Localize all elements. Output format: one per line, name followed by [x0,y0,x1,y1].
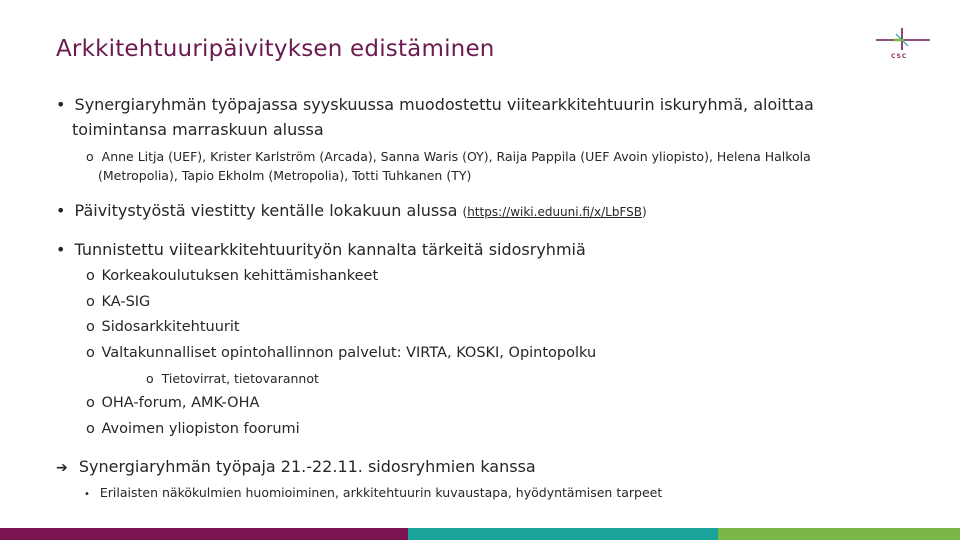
sub-marker: o [86,395,95,411]
bullet-2-paren-close: ) [642,205,647,219]
sub-item [86,268,378,284]
bullet-marker: • [56,201,66,220]
bullet-2 [56,201,647,220]
sub-item-text: Valtakunnalliset opintohallinnon palvelut: VIRTA, KOSKI, Opintopolku [101,345,597,361]
csc-logo-icon [874,26,932,66]
bullet-2-text: Päivitystyöstä viestitty kentälle lokakuun alussa [74,201,458,220]
sub-marker: o [86,421,95,437]
sub-item-text: Sidosarkkitehtuurit [101,319,240,335]
bullet-1-line-2: toimintansa marraskuun alussa [72,120,324,139]
slide-title: Arkkitehtuuripäivityksen edistäminen [56,36,495,62]
sub-marker: o [86,294,95,310]
bullet-1-sub-line-1: Anne Litja (UEF), Krister Karlström (Arcada), Sanna Waris (OY), Raija Pappila (UEF Avoin yliopisto), Helena Halkola [101,149,811,164]
sub-item [86,421,300,437]
footer-bar-green [718,528,960,540]
sub-sub-item [146,371,319,386]
footer-bar-teal [408,528,718,540]
sub-marker: o [146,371,154,386]
bullet-marker: • [56,240,66,259]
bullet-1-sub-line-2: (Metropolia), Tapio Ekholm (Metropolia), Totti Tuhkanen (TY) [98,168,472,183]
sub-marker: o [86,149,94,164]
sub-marker: o [86,268,95,284]
bullet-3-text: Tunnistettu viitearkkitehtuurityön kannalta tärkeitä sidosryhmiä [74,240,586,259]
sub-item-text: OHA-forum, AMK-OHA [101,395,260,411]
sub-item [86,319,240,335]
arrow-sub-item-text: Erilaisten näkökulmien huomioiminen, arkkitehtuurin kuvaustapa, hyödyntämisen tarpeet [99,485,663,500]
bullet-3 [56,240,586,259]
sub-sub-item-text: Tietovirrat, tietovarannot [161,371,319,386]
footer-bar-purple [0,528,408,540]
arrow-right-icon: ➔ [56,460,68,476]
bullet-marker: • [84,489,90,500]
bullet-2-paren-open: ( [462,205,468,219]
sub-item [86,395,259,411]
sub-item-text: KA-SIG [101,294,151,310]
arrow-item [56,457,536,476]
bullet-1-line-1: Synergiaryhmän työpajassa syyskuussa muodostettu viitearkkitehtuurin iskuryhmä, aloittaa [74,95,814,114]
sub-marker: o [86,345,95,361]
bullet-1-sub [86,149,811,164]
sub-item [86,294,150,310]
sub-item-text: Avoimen yliopiston foorumi [101,421,300,437]
sub-item [86,345,596,361]
bullet-1 [56,95,814,114]
sub-marker: o [86,319,95,335]
wiki-link[interactable]: https://wiki.eduuni.fi/x/LbFSB [467,205,643,219]
sub-item-text: Korkeakoulutuksen kehittämishankeet [101,268,379,284]
arrow-sub-item [84,485,662,500]
arrow-item-text: Synergiaryhmän työpaja 21.-22.11. sidosryhmien kanssa [78,457,536,476]
logo-text: CSC [891,53,908,60]
bullet-marker: • [56,95,66,114]
